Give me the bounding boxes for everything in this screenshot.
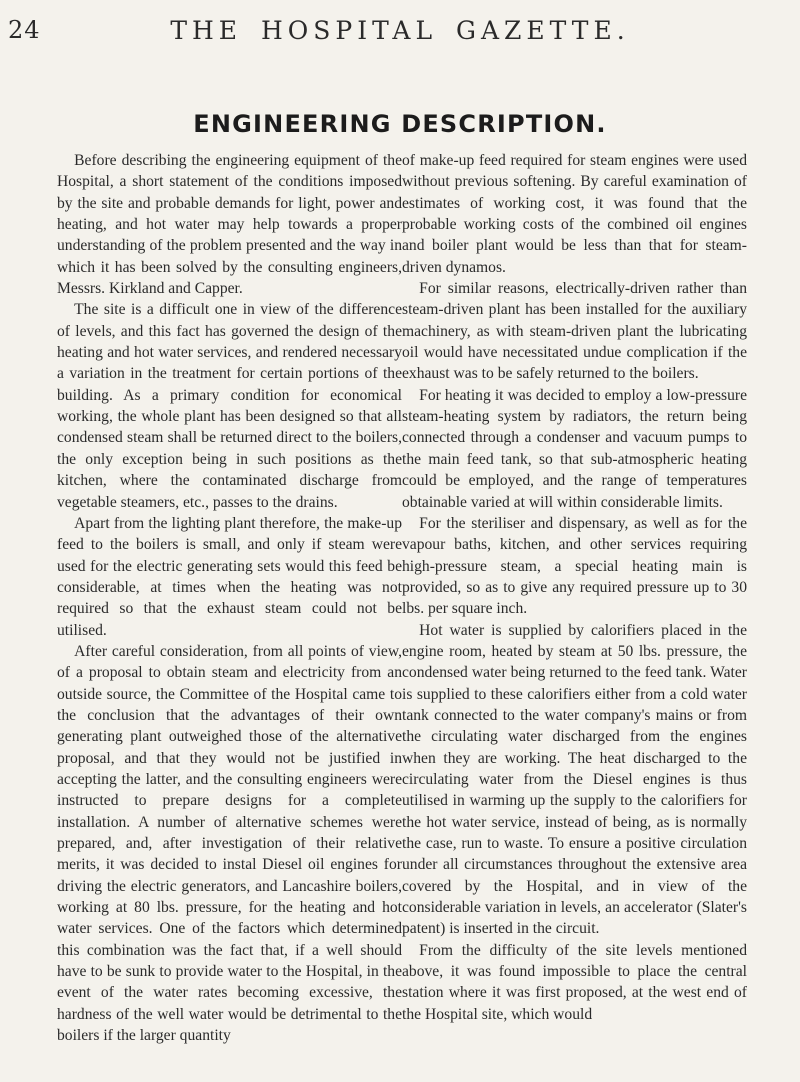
paragraph: Apart from the lighting plant therefore, the make-up feed to the boilers is small, and only if steam were used for the electric generating sets would this feed be considerable, at times when the heating was not required so that the exhaust steam could not be utilised. <box>57 514 402 639</box>
paragraph: From the difficulty of the site levels mentioned above, it was found impossible to place the central station where it was first proposed, at the west end of the Hospital site, which would <box>402 941 747 1023</box>
right-column <box>402 150 747 1025</box>
article-title: ENGINEERING DESCRIPTION. <box>193 110 607 138</box>
journal-title: THE HOSPITAL GAZETTE. <box>170 16 630 45</box>
paragraph: For the steriliser and dispensary, as well as for the vapour baths, kitchen, and other services requiring high-pressure steam, a special heating main is provided, so as to give any required pressure up to 30 lbs. per square inch. <box>402 514 747 618</box>
running-head <box>0 16 800 52</box>
paragraph: The site is a difficult one in view of the difference of levels, and this fact has governed the design of the heating and hot water services, and rendered necessary a variation in the treatment for certain portions of the building. As a primary condition for economical working, the whole plant has been designed so that all condensed steam shall be returned direct to the boilers, the only exception being in such positions as the kitchen, where the contaminated discharge from vegetable steamers, etc., passes to the drains. <box>57 301 402 511</box>
paragraph: For similar reasons, electrically-driven rather than steam-driven plant has been installed for the auxiliary machinery, as with steam-driven plant the lubricating oil would have necessitated undue complication if the exhaust was to be safely returned to the boilers. <box>402 280 747 383</box>
paragraph: After careful consideration, from all points of view, of a proposal to obtain steam and electricity from an outside source, the Committee of the Hospital came to the conclusion that the advantages of their own generating plant outweighed those of the alternative proposal, and that they would not be justified in accepting the latter, and the consulting engineers were instructed to prepare designs for a complete installation. A number of alternative schemes were prepared, and, after investigation of their relative merits, it was decided to instal Diesel oil engines for driving the electric generators, and Lancashire boilers, working at 80 lbs. pressure, for the heating and hot water services. One of the factors which determined this combination was the fact that, if a well should have to be sunk to provide water to the Hospital, in the event of the water rates becoming excessive, the hardness of the well water would be detrimental to the boilers if the larger quantity <box>57 642 402 1045</box>
paragraph-continued: of make-up feed required for steam engines were used without previous softening. By careful examination of estimates of working cost, it was found that the probable working costs of the combined oil engines and boiler plant would be less than that for steam-driven dynamos. <box>402 152 747 276</box>
paragraph: Hot water is supplied by calorifiers placed in the engine room, heated by steam at 50 lbs. pressure, the condensed water being returned to the feed tank. Water is supplied to these calorifiers either from a cold water tank connected to the water company's mains or from the circulating water discharged from the engines when they are working. The heat discharged to the circulating water from the Diesel engines is thus utilised in warming up the supply to the calorifiers for the hot water service, instead of being, as is normally the case, run to waste. To ensure a positive circulation under all circumstances throughout the extensive area covered by the Hospital, and in view of the considerable variation in levels, an accelerator (Slater's patent) is inserted in the circuit. <box>402 621 747 938</box>
page-number: 24 <box>8 16 41 44</box>
paragraph: Before describing the engineering equipment of the Hospital, a short statement of the conditions imposed by the site and probable demands for light, power and heating, and hot water may help towards a proper understanding of the problem presented and the way in which it has been solved by the consulting engineers, Messrs. Kirkland and Capper. <box>57 152 402 298</box>
left-column <box>57 150 402 1046</box>
paragraph: For heating it was decided to employ a low-pressure steam-heating system by radiators, the return being connected through a condenser and vacuum pumps to the main feed tank, so that sub-atmospheric heating could be employed, and the range of temperatures obtainable varied at will within considerable limits. <box>402 386 747 511</box>
